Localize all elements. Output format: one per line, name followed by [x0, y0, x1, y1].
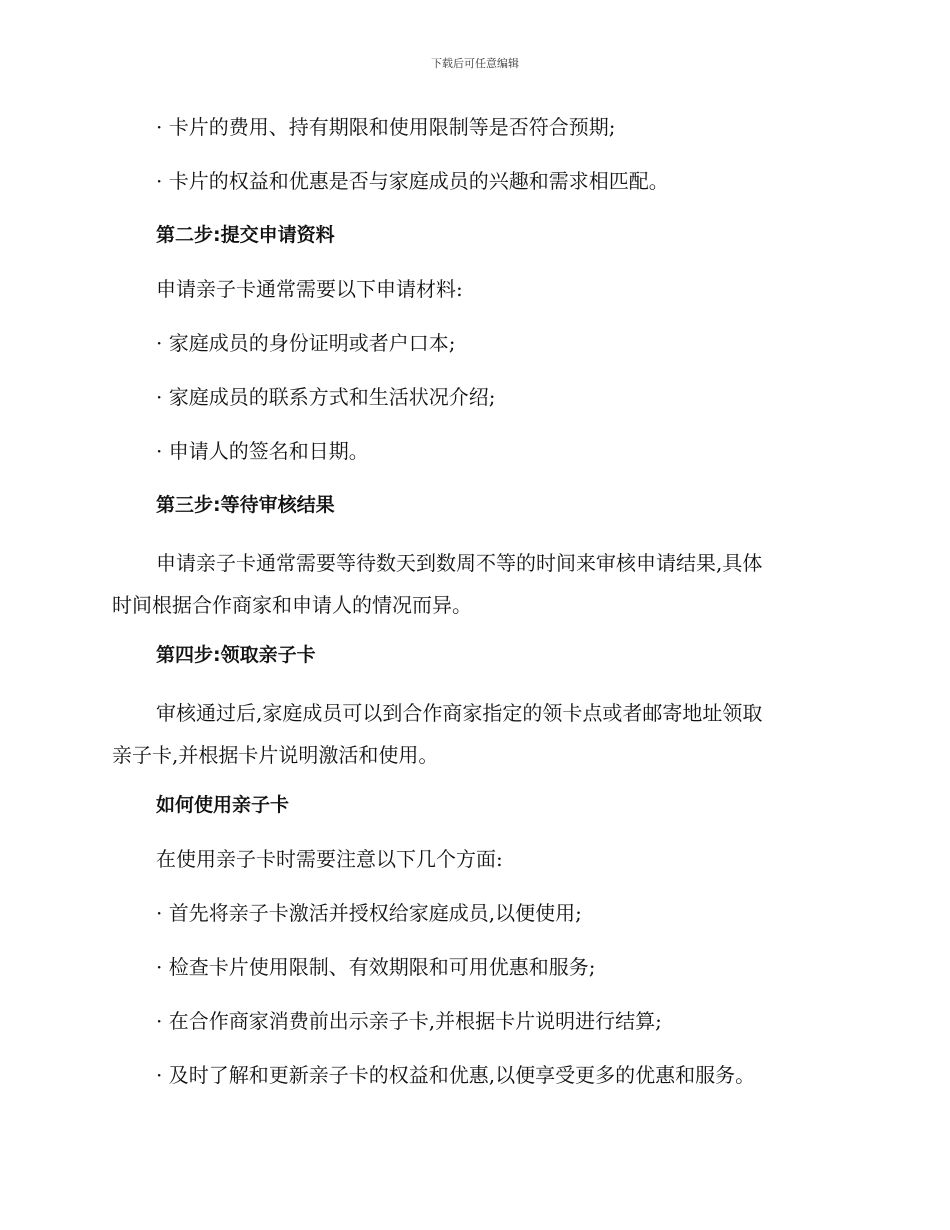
- paragraph-text: 在使用亲子卡时需要注意以下几个方面:: [156, 847, 503, 871]
- document-body: [112, 110, 832, 1112]
- bullet-item: · 卡片的权益和优惠是否与家庭成员的兴趣和需求相匹配。: [156, 169, 669, 193]
- paragraph: [112, 542, 832, 626]
- bullet-item: · 首先将亲子卡激活并授权给家庭成员,以便使用;: [156, 901, 582, 925]
- paragraph-line: 时间根据合作商家和申请人的情况而异。: [112, 593, 472, 617]
- section-heading: 第二步:提交申请资料: [156, 224, 335, 246]
- paragraph-line: 亲子卡,并根据卡片说明激活和使用。: [112, 743, 439, 767]
- section-heading: 如何使用亲子卡: [156, 794, 290, 816]
- bullet-item: · 家庭成员的身份证明或者户口本;: [156, 331, 456, 355]
- paragraph: [112, 692, 832, 776]
- section-heading: 第四步:领取亲子卡: [156, 644, 316, 666]
- paragraph-line: 申请亲子卡通常需要等待数天到数周不等的时间来审核申请结果,具体: [156, 551, 763, 575]
- header-note: 下载后可任意编辑: [431, 57, 519, 70]
- bullet-item: · 申请人的签名和日期。: [156, 439, 369, 463]
- paragraph-line: 审核通过后,家庭成员可以到合作商家指定的领卡点或者邮寄地址领取: [156, 701, 763, 725]
- bullet-item: · 家庭成员的联系方式和生活状况介绍;: [156, 385, 496, 409]
- bullet-item: · 卡片的费用、持有期限和使用限制等是否符合预期;: [156, 115, 616, 139]
- bullet-item: · 及时了解和更新亲子卡的权益和优惠,以便享受更多的优惠和服务。: [156, 1063, 756, 1087]
- section-heading: 第三步:等待审核结果: [156, 494, 335, 516]
- paragraph-text: 申请亲子卡通常需要以下申请材料:: [156, 277, 463, 301]
- bullet-item: · 检查卡片使用限制、有效期限和可用优惠和服务;: [156, 955, 596, 979]
- bullet-item: · 在合作商家消费前出示亲子卡,并根据卡片说明进行结算;: [156, 1009, 662, 1033]
